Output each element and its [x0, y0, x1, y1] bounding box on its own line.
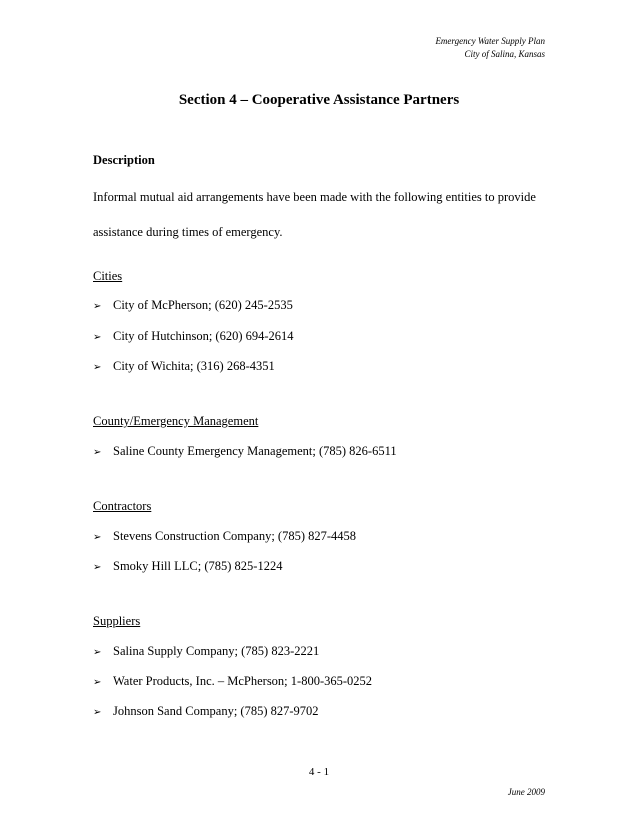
footer-date: June 2009 [507, 787, 545, 797]
list-item-text: City of McPherson; (620) 245-2535 [113, 298, 293, 312]
list-item [93, 329, 294, 344]
list-item-text: Saline County Emergency Management; (785) 826-6511 [113, 444, 397, 458]
section-heading-contractors: Contractors [93, 499, 152, 513]
list-item-text: Water Products, Inc. – McPherson; 1-800-365-0252 [113, 674, 373, 688]
page-number: 4 - 1 [308, 766, 330, 778]
description-heading: Description [93, 153, 155, 167]
arrow-bullet-icon: ➢ [93, 562, 102, 573]
section-heading-suppliers: Suppliers [93, 614, 141, 628]
list-item-text: City of Hutchinson; (620) 694-2614 [113, 329, 294, 343]
list-item-text: Salina Supply Company; (785) 823-2221 [113, 644, 320, 658]
list-item [93, 359, 275, 374]
header-plan-name: Emergency Water Supply Plan [435, 36, 545, 46]
list-item [93, 674, 372, 689]
list-item-text: Smoky Hill LLC; (785) 825-1224 [113, 559, 283, 573]
list-item-text: City of Wichita; (316) 268-4351 [113, 359, 275, 373]
arrow-bullet-icon: ➢ [93, 677, 102, 688]
description-text: Informal mutual aid arrangements have been made with the following entities to provide assistance during times of emergency. [93, 190, 536, 239]
section-heading-county: County/Emergency Management [93, 414, 259, 428]
arrow-bullet-icon: ➢ [93, 447, 102, 458]
list-item [93, 444, 397, 459]
arrow-bullet-icon: ➢ [93, 707, 102, 718]
arrow-bullet-icon: ➢ [93, 301, 102, 312]
list-item [93, 529, 356, 544]
arrow-bullet-icon: ➢ [93, 362, 102, 373]
list-item-text: Stevens Construction Company; (785) 827-4458 [113, 529, 357, 543]
list-item-text: Johnson Sand Company; (785) 827-9702 [113, 704, 319, 718]
section-title: Section 4 – Cooperative Assistance Partners [178, 92, 460, 108]
list-item [93, 559, 282, 574]
arrow-bullet-icon: ➢ [93, 332, 102, 343]
list-item [93, 298, 293, 313]
section-heading-cities: Cities [93, 269, 123, 283]
arrow-bullet-icon: ➢ [93, 532, 102, 543]
list-item [93, 644, 319, 659]
running-header [435, 35, 545, 61]
list-item [93, 704, 319, 719]
arrow-bullet-icon: ➢ [93, 647, 102, 658]
header-city: City of Salina, Kansas [464, 49, 545, 59]
